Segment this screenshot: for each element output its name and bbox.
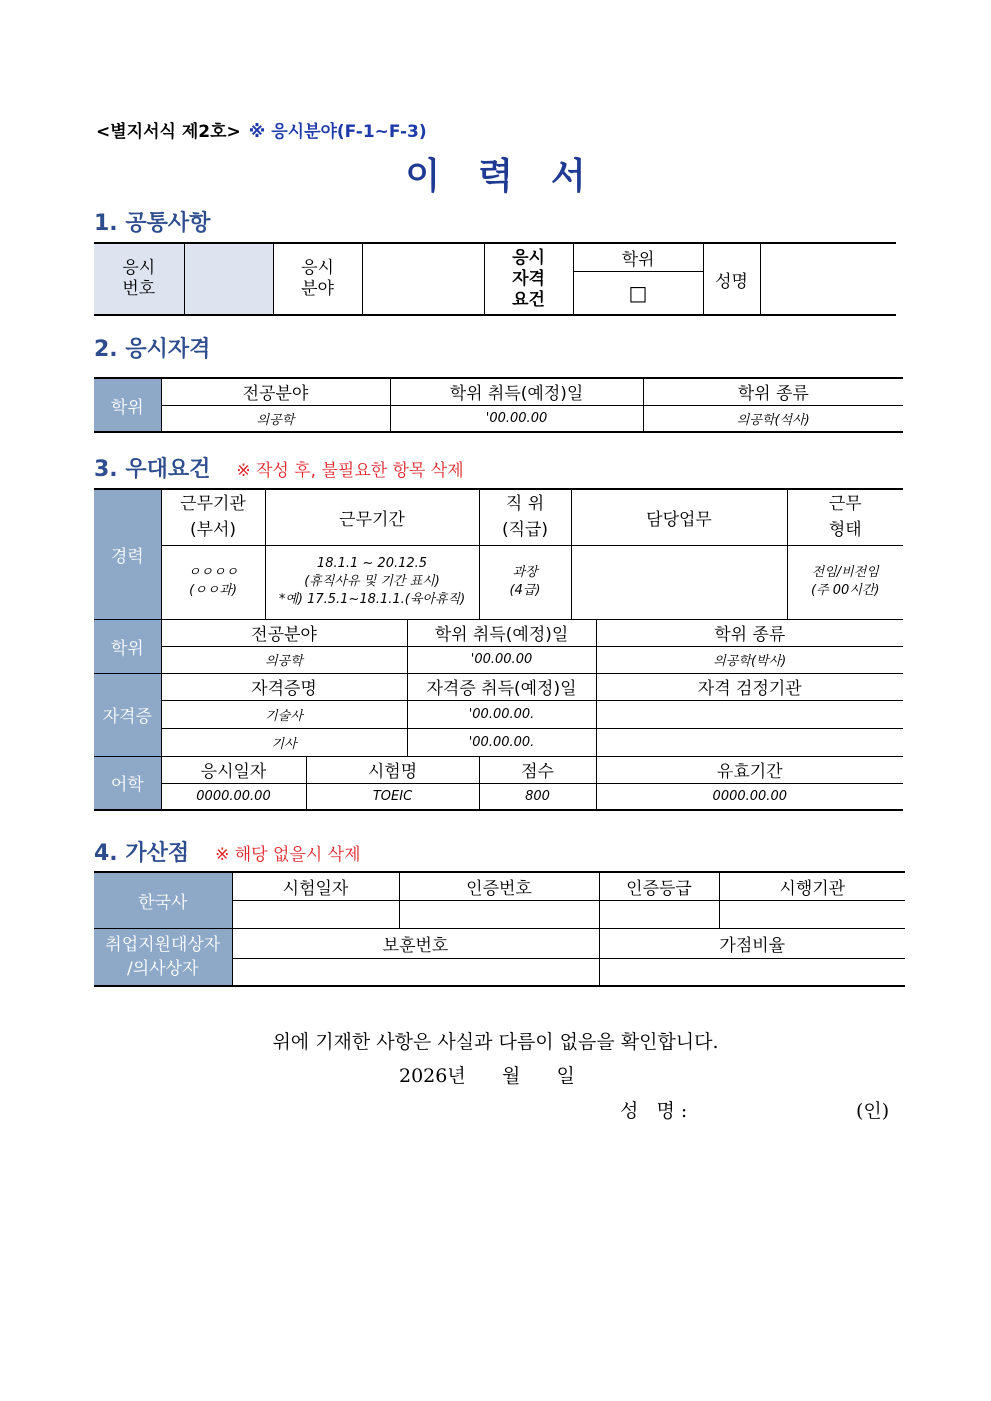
employment-support-label: 취업지원대상자 /의사상자 xyxy=(94,928,232,986)
name-value[interactable] xyxy=(760,243,896,315)
license-authority-value[interactable] xyxy=(596,700,903,728)
section4-title: 4. 가산점 xyxy=(94,841,190,866)
degree-label: 학위 xyxy=(573,243,703,271)
license-date-header: 자격증 취득(예정)일 xyxy=(407,673,596,700)
section3-title: 3. 우대요건 xyxy=(94,457,211,482)
name-label: 성명 xyxy=(703,243,760,315)
license-date-value[interactable]: '00.00.00. xyxy=(407,728,596,756)
degree-row-label: 학위 xyxy=(94,378,161,432)
history-cert-no-value[interactable] xyxy=(399,900,599,928)
section3-heading xyxy=(94,452,464,483)
veteran-no-header: 보훈번호 xyxy=(232,928,599,958)
license-label: 자격증 xyxy=(94,673,161,756)
career-position-value[interactable]: 과장 (4급) xyxy=(479,545,571,619)
career-position-header: 직 위 (직급) xyxy=(479,489,571,545)
license-name-value[interactable]: 기사 xyxy=(161,728,407,756)
career-duty-value[interactable] xyxy=(571,545,787,619)
signature-label: 성 명 : xyxy=(620,1100,688,1122)
lang-date-value[interactable]: 0000.00.00 xyxy=(161,783,306,810)
history-date-header: 시험일자 xyxy=(232,872,399,900)
license-authority-value[interactable] xyxy=(596,728,903,756)
degree-checkbox[interactable]: □ xyxy=(573,271,703,315)
career-label: 경력 xyxy=(94,489,161,619)
signature-date: 2026년 월 일 xyxy=(399,1065,575,1087)
history-cert-no-header: 인증번호 xyxy=(399,872,599,900)
license-authority-header: 자격 검정기관 xyxy=(596,673,903,700)
veteran-no-value[interactable] xyxy=(232,958,599,986)
history-agency-header: 시행기관 xyxy=(719,872,905,900)
bonus-rate-header: 가점비율 xyxy=(599,928,905,958)
section1-heading: 1. 공통사항 xyxy=(94,211,211,236)
section4-note: ※ 해당 없을시 삭제 xyxy=(215,845,361,865)
history-grade-value[interactable] xyxy=(599,900,719,928)
degree-type-header: 학위 종류 xyxy=(643,378,903,405)
form-header xyxy=(96,117,427,142)
exam-no-label: 응시 번호 xyxy=(94,243,184,315)
exam-no-value[interactable] xyxy=(184,243,273,315)
history-date-value[interactable] xyxy=(232,900,399,928)
degree-date-header: 학위 취득(예정)일 xyxy=(390,378,643,405)
major-value[interactable]: 의공학 xyxy=(161,405,390,432)
page-title: 이력서 xyxy=(405,156,624,197)
section4-heading xyxy=(94,836,361,867)
pref-degree-type-value[interactable]: 의공학(박사) xyxy=(596,646,903,673)
field-value[interactable] xyxy=(362,243,484,315)
major-header: 전공분야 xyxy=(161,378,390,405)
lang-validity-value[interactable]: 0000.00.00 xyxy=(596,783,903,810)
license-date-value[interactable]: '00.00.00. xyxy=(407,700,596,728)
history-agency-value[interactable] xyxy=(719,900,905,928)
qualification-table xyxy=(94,377,903,433)
lang-test-value[interactable]: TOEIC xyxy=(306,783,479,810)
pref-major-value[interactable]: 의공학 xyxy=(161,646,407,673)
qualification-label: 응시 자격 요건 xyxy=(484,243,573,315)
lang-test-header: 시험명 xyxy=(306,756,479,783)
bonus-table xyxy=(94,871,905,987)
career-type-header: 근무 형태 xyxy=(787,489,903,545)
lang-score-header: 점수 xyxy=(479,756,596,783)
lang-validity-header: 유효기간 xyxy=(596,756,903,783)
pref-degree-type-header: 학위 종류 xyxy=(596,619,903,646)
confirmation-statement: 위에 기재한 사항은 사실과 다름이 없음을 확인합니다. xyxy=(272,1031,719,1053)
lang-score-value[interactable]: 800 xyxy=(479,783,596,810)
field-label: 응시 분야 xyxy=(273,243,362,315)
history-grade-header: 인증등급 xyxy=(599,872,719,900)
bonus-rate-value[interactable] xyxy=(599,958,905,986)
korean-history-label: 한국사 xyxy=(94,872,232,928)
career-period-value[interactable]: 18.1.1 ~ 20.12.5 (휴직사유 및 기간 표시) *예) 17.5.1~18.1.1.(육아휴직) xyxy=(265,545,479,619)
pref-degree-label: 학위 xyxy=(94,619,161,673)
license-name-header: 자격증명 xyxy=(161,673,407,700)
career-type-value[interactable]: 전임/비전임 (주 00시간) xyxy=(787,545,903,619)
field-note: ※ 응시분야(F-1~F-3) xyxy=(248,122,427,142)
career-period-header: 근무기간 xyxy=(265,489,479,545)
pref-degree-date-value[interactable]: '00.00.00 xyxy=(407,646,596,673)
common-info-table xyxy=(94,242,896,316)
degree-date-value[interactable]: '00.00.00 xyxy=(390,405,643,432)
career-duty-header: 담당업무 xyxy=(571,489,787,545)
lang-date-header: 응시일자 xyxy=(161,756,306,783)
section2-heading: 2. 응시자격 xyxy=(94,337,211,362)
seal-mark: (인) xyxy=(856,1100,890,1122)
section3-note: ※ 작성 후, 불필요한 항목 삭제 xyxy=(236,461,464,481)
preference-table xyxy=(94,488,903,811)
pref-degree-date-header: 학위 취득(예정)일 xyxy=(407,619,596,646)
license-name-value[interactable]: 기술사 xyxy=(161,700,407,728)
career-org-header: 근무기관 (부서) xyxy=(161,489,265,545)
form-number: <별지서식 제2호> xyxy=(96,122,241,142)
pref-major-header: 전공분야 xyxy=(161,619,407,646)
language-label: 어학 xyxy=(94,756,161,810)
degree-type-value[interactable]: 의공학(석사) xyxy=(643,405,903,432)
career-org-value[interactable]: ㅇㅇㅇㅇ (ㅇㅇ과) xyxy=(161,545,265,619)
